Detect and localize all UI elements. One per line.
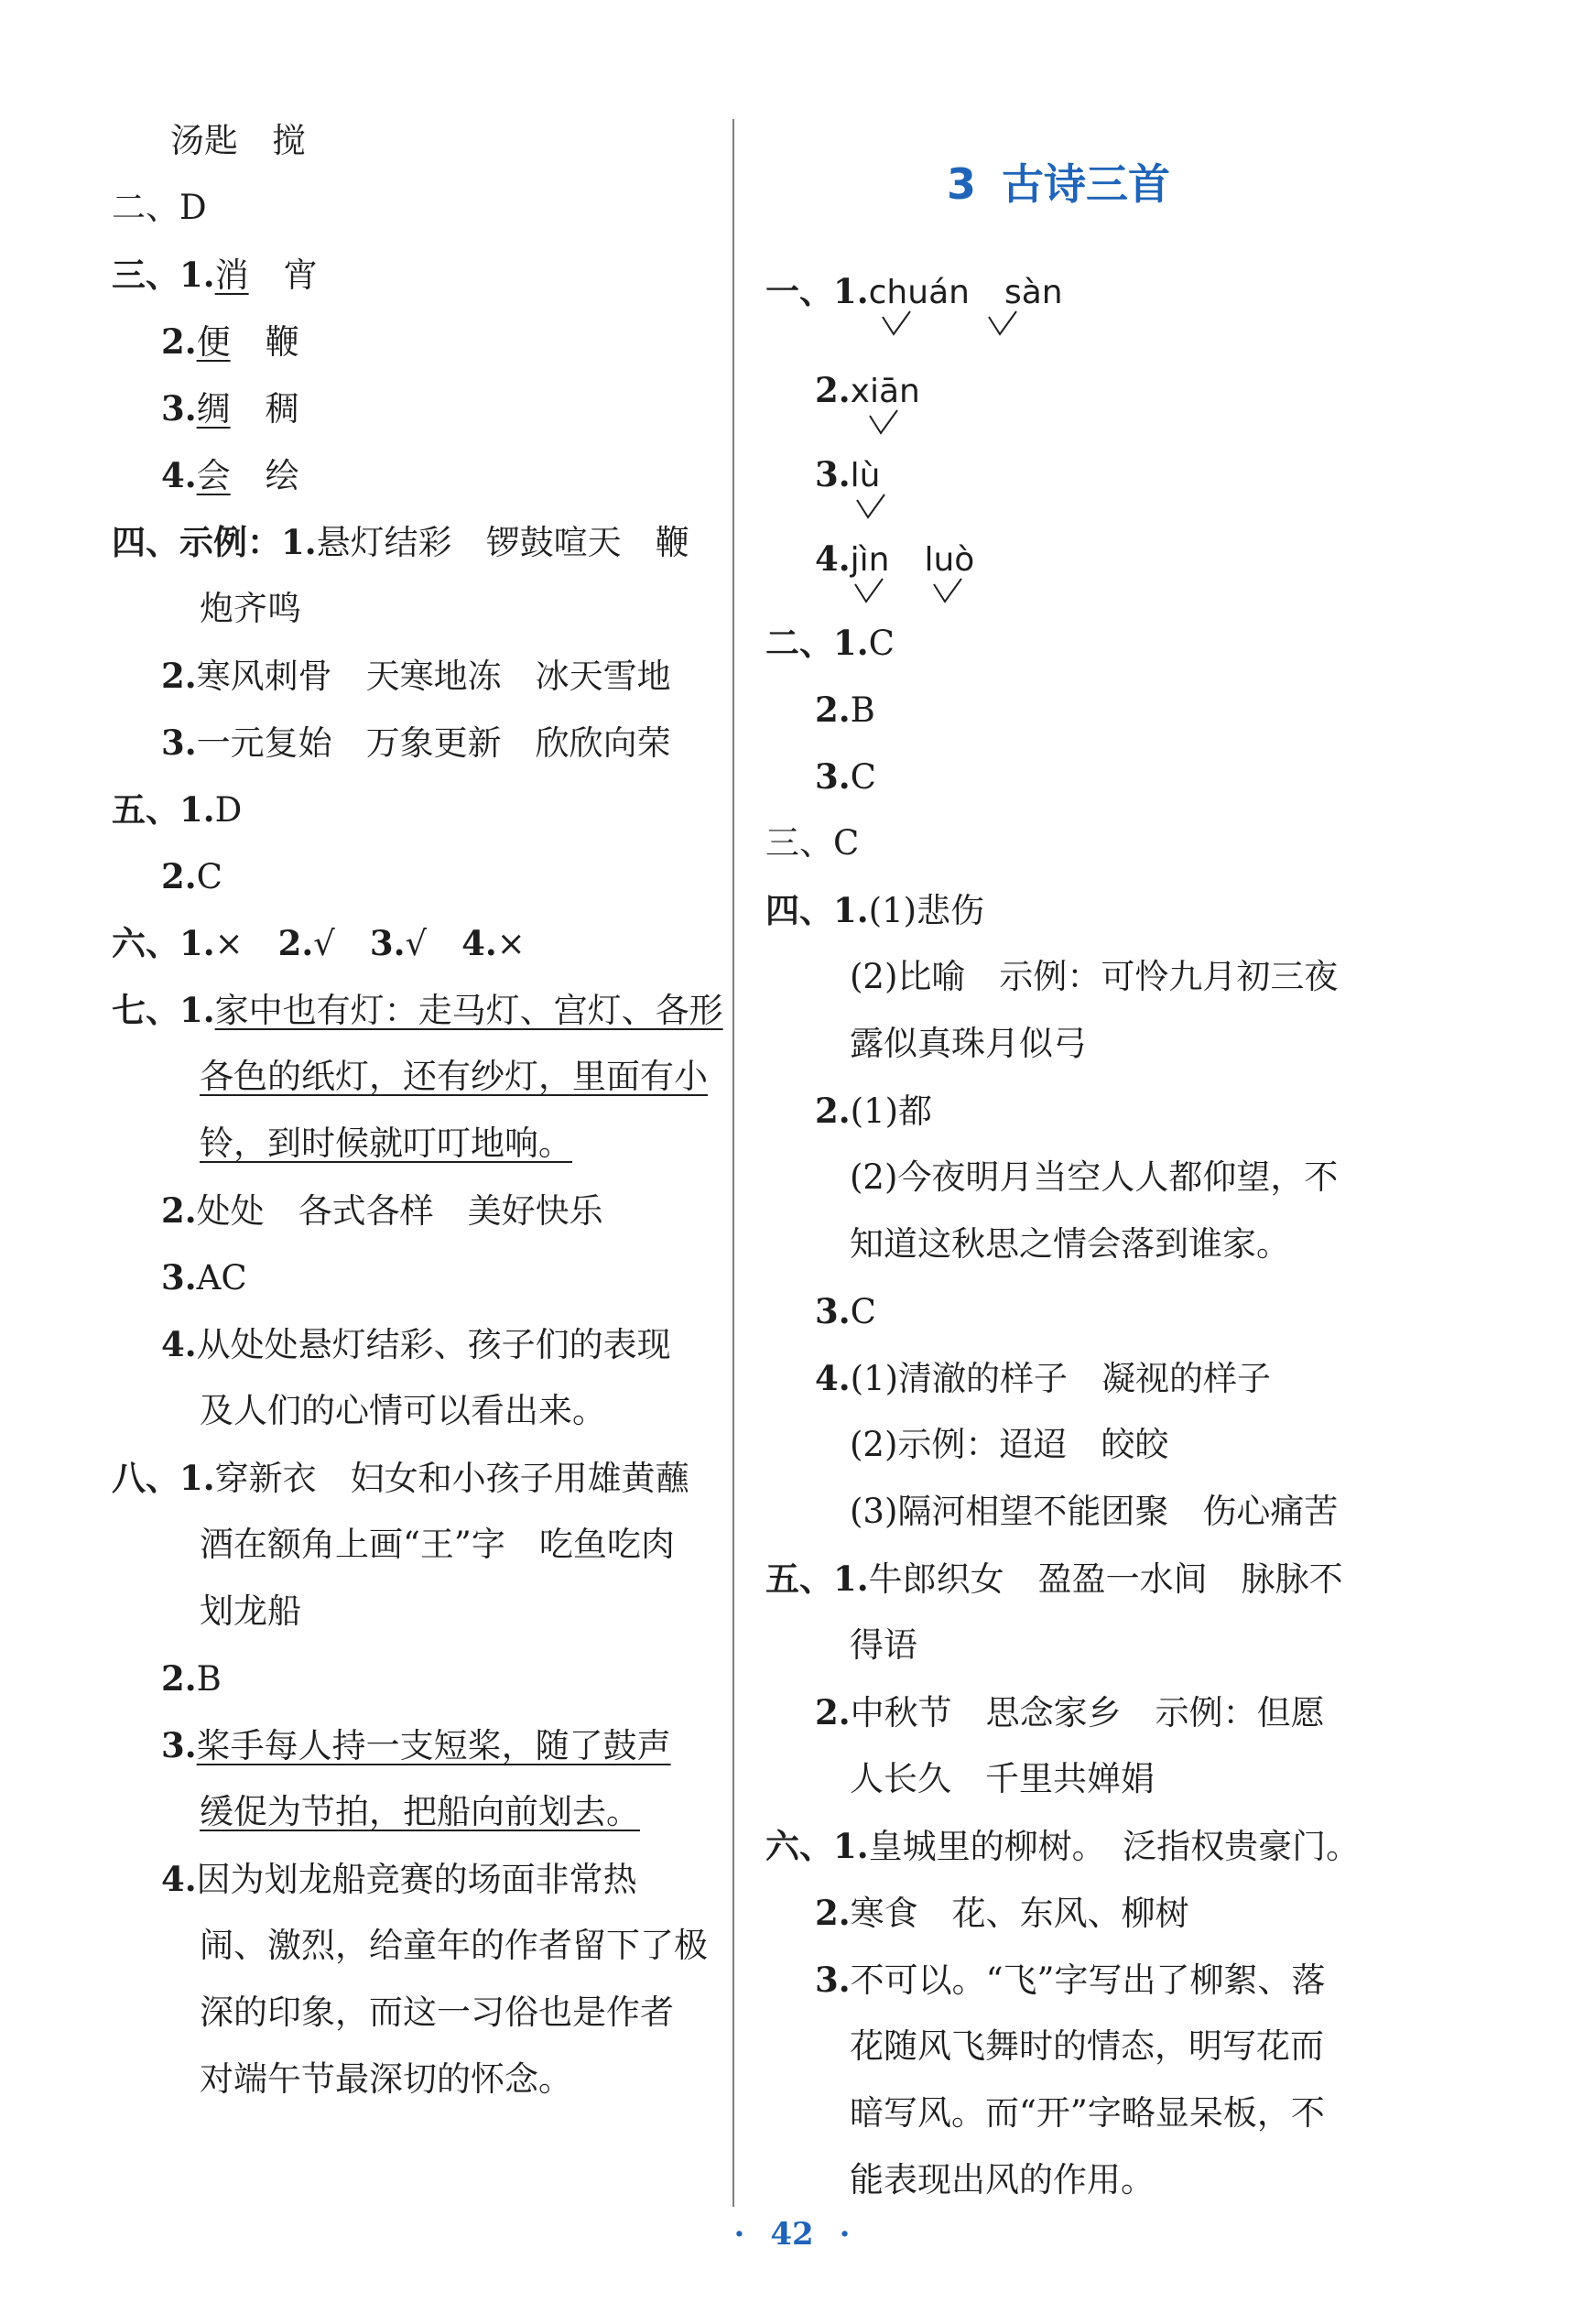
answer-line <box>815 751 876 802</box>
answer-text: 桨手每人持一支短桨，随了鼓声 <box>196 1726 671 1765</box>
answer-line <box>161 650 671 701</box>
question-number: 3. <box>815 756 851 797</box>
answer-line <box>765 1553 1343 1604</box>
answer-text: C <box>196 857 222 896</box>
answer-text: C <box>850 1292 876 1331</box>
answer-text: C <box>850 757 876 797</box>
answer-line: (2)今夜明月当空人人都仰望，不 <box>850 1157 1339 1197</box>
question-number: 3. <box>815 454 851 494</box>
question-number: 4. <box>161 455 197 495</box>
question-number: 4. <box>815 538 851 579</box>
answer-text: AC <box>196 1258 247 1298</box>
question-number: 2. <box>815 1893 851 1933</box>
answer-char: 绸 <box>196 389 231 429</box>
answer-text: 穿新衣 妇女和小孩子用雄黄蘸 <box>214 1459 689 1498</box>
answer-char: 宵 <box>283 255 318 295</box>
answer-line: 各色的纸灯，还有纱灯，里面有小 <box>200 1057 708 1096</box>
pinyin: luò <box>924 541 975 579</box>
footer-dot: · <box>733 2216 745 2253</box>
answer-line <box>161 1319 671 1370</box>
answer-line: 炮齐鸣 <box>200 589 301 628</box>
question-number: 3. <box>369 923 406 963</box>
answer-mark: × <box>214 924 244 963</box>
answer-text: (1)悲伤 <box>868 891 985 930</box>
answer-line <box>161 717 671 768</box>
answer-line: (2)示例：迢迢 皎皎 <box>850 1425 1169 1464</box>
answer-char: 稠 <box>265 389 299 429</box>
question-number: 2. <box>815 1091 851 1131</box>
check-mark-icon <box>868 408 899 436</box>
answer-line <box>112 1452 689 1504</box>
answer-line <box>765 1820 1360 1872</box>
page-number-text: 42 <box>770 2216 814 2253</box>
question-number: 二、1. <box>765 623 869 663</box>
answer-line: 对端午节最深切的怀念。 <box>200 2059 572 2099</box>
question-number: 四、示例：1. <box>112 522 317 562</box>
answer-line: 暗写风。而“开”字略显呆板，不 <box>850 2093 1325 2133</box>
answer-line: 及人们的心情可以看出来。 <box>200 1391 606 1430</box>
answer-line <box>112 918 526 969</box>
answer-line: 铃，到时候就叮叮地响。 <box>200 1124 572 1163</box>
question-number: 2. <box>161 321 197 362</box>
check-mark-icon <box>932 577 963 604</box>
answer-line <box>765 885 984 936</box>
question-number: 3. <box>161 388 197 429</box>
question-number: 五、1. <box>112 789 215 830</box>
answer-line <box>161 1720 671 1771</box>
answer-line: 知道这秋思之情会落到谁家。 <box>850 1224 1290 1264</box>
answer-line: 二、D <box>112 188 207 227</box>
question-number: 七、1. <box>112 990 215 1030</box>
answer-char: 绘 <box>265 456 299 495</box>
lesson-title <box>947 151 1170 212</box>
answer-text: 一元复始 万象更新 欣欣向荣 <box>196 723 671 763</box>
answer-text: 不可以。“飞”字写出了柳絮、落 <box>850 1960 1326 2000</box>
answer-line: 三、C <box>765 823 860 863</box>
question-number: 六、1. <box>112 923 215 963</box>
answer-text: 从处处悬灯结彩、孩子们的表现 <box>196 1325 671 1364</box>
answer-line <box>161 450 299 501</box>
answer-line <box>161 851 222 902</box>
question-number: 3. <box>815 1960 851 2000</box>
answer-line <box>161 1853 637 1905</box>
answer-line <box>765 617 895 668</box>
footer-dot: · <box>839 2216 851 2253</box>
pinyin: jìn <box>850 541 890 579</box>
answer-text: (1)清澈的样子 凝视的样子 <box>850 1359 1272 1398</box>
question-number: 2. <box>161 656 197 696</box>
answer-line <box>161 316 299 367</box>
answer-line: 露似真珠月似弓 <box>850 1024 1087 1063</box>
answer-text: 因为划龙船竞赛的场面非常热 <box>196 1860 637 1899</box>
answer-line <box>815 1286 876 1337</box>
answer-line: 花随风飞舞时的情态，明写花而 <box>850 2026 1324 2066</box>
answer-char: 鞭 <box>265 322 299 362</box>
answer-text: 家中也有灯：走马灯、宫灯、各形 <box>214 991 723 1030</box>
question-number: 一、1. <box>765 271 869 311</box>
answer-line: (3)隔河相望不能团聚 伤心痛苦 <box>850 1492 1339 1531</box>
answer-line <box>815 1085 932 1136</box>
question-number: 4. <box>161 1324 197 1364</box>
answer-line: (2)比喻 示例：可怜九月初三夜 <box>850 957 1339 996</box>
question-number: 2. <box>161 1190 197 1231</box>
question-number: 五、1. <box>765 1558 869 1599</box>
answer-line <box>815 1887 1189 1938</box>
answer-line <box>161 1185 603 1236</box>
check-mark-icon <box>853 577 884 604</box>
answer-line: 酒在额角上画“王”字 吃鱼吃肉 <box>200 1525 675 1564</box>
question-number: 2. <box>161 1658 197 1699</box>
question-number: 六、1. <box>765 1826 869 1866</box>
pinyin: chuán <box>868 274 970 311</box>
answer-mark: × <box>496 924 526 963</box>
answer-char: 会 <box>196 456 231 495</box>
question-number: 3. <box>815 1291 851 1331</box>
lesson-title-text: 古诗三首 <box>1002 159 1171 209</box>
page-number <box>0 2216 1584 2253</box>
answer-line: 汤匙 搅 <box>170 121 306 160</box>
answer-text: 悬灯结彩 锣鼓喧天 鞭 <box>316 523 689 562</box>
column-divider <box>732 119 734 2207</box>
answer-line <box>815 1352 1271 1404</box>
answer-line <box>161 1653 222 1704</box>
question-number: 八、1. <box>112 1458 215 1498</box>
answer-text: (1)都 <box>850 1091 933 1131</box>
lesson-number: 3 <box>947 159 977 209</box>
answer-text: 寒风刺骨 天寒地冻 冰天雪地 <box>196 657 671 696</box>
answer-line <box>112 516 689 568</box>
answer-line: 划龙船 <box>200 1591 301 1631</box>
question-number: 2. <box>815 1692 851 1732</box>
answer-text: 寒食 花、东风、柳树 <box>850 1894 1189 1933</box>
pinyin: sàn <box>1004 274 1063 311</box>
question-number: 2. <box>277 923 314 963</box>
check-mark-icon <box>987 310 1018 337</box>
question-number: 3. <box>161 1725 197 1765</box>
answer-line <box>161 1252 247 1303</box>
answer-line <box>112 984 723 1036</box>
question-number: 2. <box>815 370 851 410</box>
answer-mark: √ <box>313 924 335 963</box>
answer-line <box>112 249 318 300</box>
answer-text: D <box>214 790 243 830</box>
question-number: 4. <box>461 923 497 963</box>
answer-line: 得语 <box>850 1625 917 1665</box>
answer-line: 能表现出风的作用。 <box>850 2160 1155 2199</box>
answer-text: B <box>850 690 875 730</box>
answer-text: B <box>196 1659 222 1699</box>
answer-mark: √ <box>405 924 428 963</box>
question-number: 四、1. <box>765 890 869 930</box>
question-number: 2. <box>815 690 851 730</box>
check-mark-icon <box>881 310 912 337</box>
check-mark-icon <box>855 493 886 520</box>
answer-line <box>815 684 875 735</box>
answer-line: 深的印象，而这一习俗也是作者 <box>200 1993 674 2032</box>
answer-char: 消 <box>214 255 249 295</box>
answer-line <box>815 1954 1325 2005</box>
answer-text: 牛郎织女 盈盈一水间 脉脉不 <box>868 1559 1343 1599</box>
answer-text: 皇城里的柳树。 泛指权贵豪门。 <box>868 1827 1361 1866</box>
question-number: 三、1. <box>112 255 215 295</box>
answer-line: 闹、激烈，给童年的作者留下了极 <box>200 1926 708 1965</box>
question-number: 3. <box>161 722 197 763</box>
answer-line <box>161 383 299 434</box>
question-number: 4. <box>815 1358 851 1398</box>
answer-text: C <box>868 624 895 663</box>
answer-text: 中秋节 思念家乡 示例：但愿 <box>850 1693 1325 1732</box>
pinyin: lù <box>850 457 881 494</box>
answer-char: 便 <box>196 322 231 362</box>
answer-line <box>815 1687 1325 1738</box>
question-number: 4. <box>161 1859 197 1899</box>
answer-line <box>112 784 242 835</box>
answer-line: 人长久 千里共婵娟 <box>850 1759 1155 1798</box>
answer-line: 缓促为节拍，把船向前划去。 <box>200 1792 640 1831</box>
answer-text: 处处 各式各样 美好快乐 <box>196 1191 603 1231</box>
pinyin: xiān <box>850 373 920 410</box>
question-number: 2. <box>161 856 197 896</box>
question-number: 3. <box>161 1257 197 1298</box>
